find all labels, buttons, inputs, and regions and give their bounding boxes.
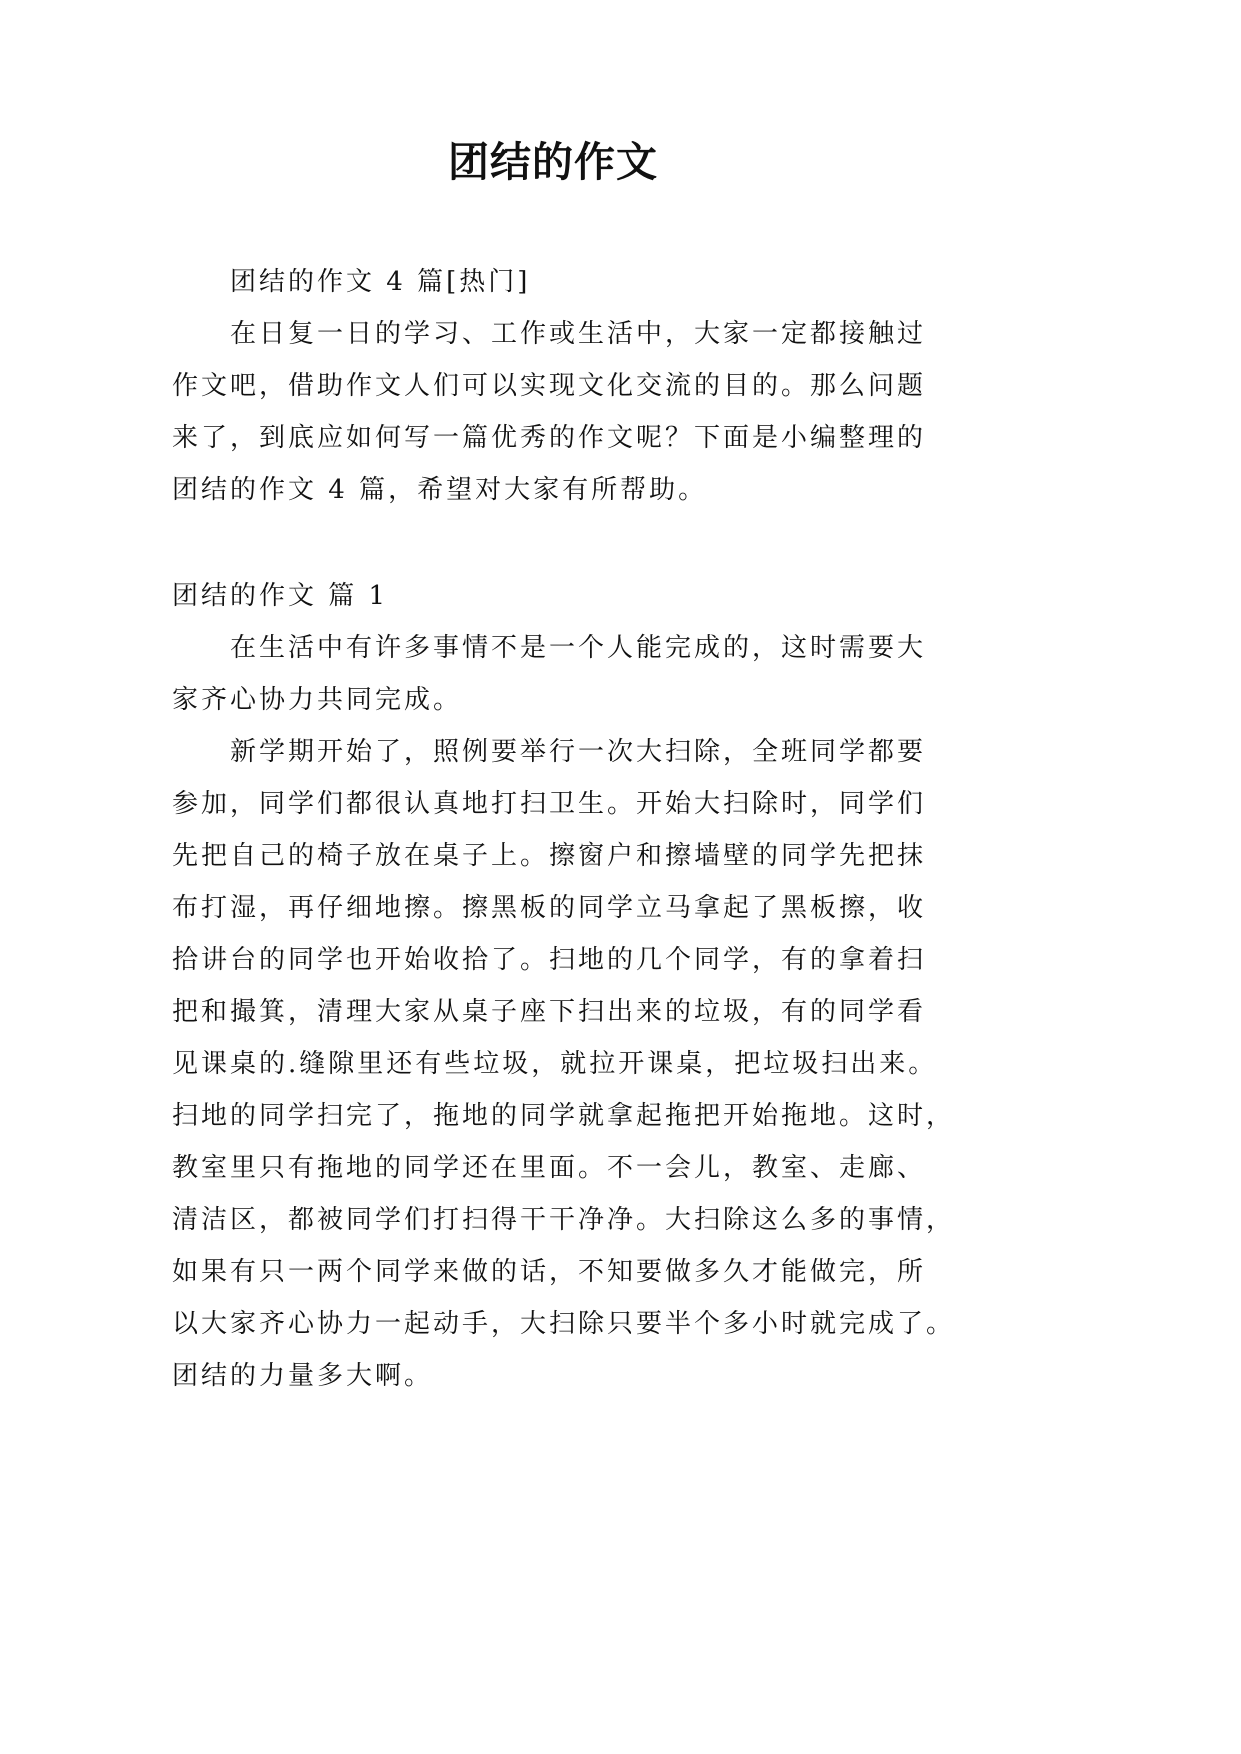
paragraph-line: 先把自己的椅子放在桌子上。擦窗户和擦墙壁的同学先把抹 — [172, 841, 927, 871]
paragraph-line: 清洁区，都被同学们打扫得干干净净。大扫除这么多的事情， — [172, 1205, 956, 1235]
intro-line: 在日复一日的学习、工作或生活中，大家一定都接触过 — [230, 319, 927, 349]
intro-line: 团结的作文 4 篇，希望对大家有所帮助。 — [172, 475, 708, 505]
paragraph-line: 教室里只有拖地的同学还在里面。不一会儿，教室、走廊、 — [172, 1153, 927, 1183]
section1-paragraph-2 — [172, 726, 956, 1402]
paragraph-line: 团结的力量多大啊。 — [172, 1361, 434, 1391]
paragraph-line: 参加，同学们都很认真地打扫卫生。开始大扫除时，同学们 — [172, 789, 927, 819]
paragraph-line: 拾讲台的同学也开始收拾了。扫地的几个同学，有的拿着扫 — [172, 945, 927, 975]
paragraph-line: 家齐心协力共同完成。 — [172, 685, 463, 715]
section-heading: 团结的作文 篇 1 — [172, 581, 389, 611]
intro-heading: 团结的作文 4 篇[热门] — [230, 267, 531, 297]
paragraph-line: 扫地的同学扫完了，拖地的同学就拿起拖把开始拖地。这时， — [172, 1101, 956, 1131]
paragraph-line: 在生活中有许多事情不是一个人能完成的，这时需要大 — [230, 633, 927, 663]
paragraph-line: 把和撮箕，清理大家从桌子座下扫出来的垃圾，有的同学看 — [172, 997, 927, 1027]
intro-line: 作文吧，借助作文人们可以实现文化交流的目的。那么问题 — [172, 371, 927, 401]
paragraph-line: 以大家齐心协力一起动手，大扫除只要半个多小时就完成了。 — [172, 1309, 956, 1339]
paragraph-line: 布打湿，再仔细地擦。擦黑板的同学立马拿起了黑板擦，收 — [172, 893, 927, 923]
document-title: 团结的作文 — [448, 138, 658, 186]
section1-paragraph-1 — [172, 622, 942, 726]
section-spacer — [172, 516, 942, 570]
paragraph-line: 见课桌的.缝隙里还有些垃圾，就拉开课桌，把垃圾扫出来。 — [172, 1049, 938, 1079]
intro-line: 来了，到底应如何写一篇优秀的作文呢？下面是小编整理的 — [172, 423, 927, 453]
paragraph-line: 新学期开始了，照例要举行一次大扫除，全班同学都要 — [230, 737, 927, 767]
paragraph-line: 如果有只一两个同学来做的话，不知要做多久才能做完，所 — [172, 1257, 927, 1287]
intro-paragraph — [172, 308, 942, 516]
document-body — [172, 256, 956, 1402]
